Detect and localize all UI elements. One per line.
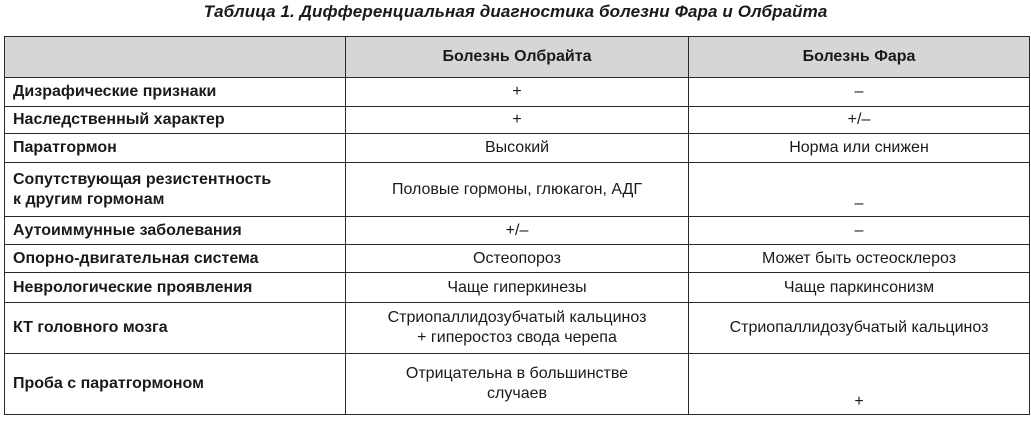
feature-cell: Аутоиммунные заболевания [5, 217, 346, 245]
header-albright: Болезнь Олбрайта [346, 37, 689, 78]
albright-cell [346, 303, 689, 354]
albright-cell [346, 354, 689, 415]
albright-line: случаев [487, 385, 547, 402]
table-row [5, 354, 1030, 415]
header-fahr: Болезнь Фара [689, 37, 1030, 78]
fahr-cell: – [689, 163, 1030, 217]
feature-cell: Неврологические проявления [5, 273, 346, 303]
fahr-cell: – [689, 78, 1030, 107]
fahr-cell: Стриопаллидозубчатый кальциноз [689, 303, 1030, 354]
table-row [5, 134, 1030, 163]
table-row [5, 163, 1030, 217]
table-header-row [5, 37, 1030, 78]
fahr-cell: +/– [689, 107, 1030, 134]
albright-cell: + [346, 78, 689, 107]
albright-cell: Высокий [346, 134, 689, 163]
fahr-cell: + [689, 354, 1030, 415]
table-row [5, 107, 1030, 134]
diagnosis-table [4, 36, 1030, 415]
albright-line: Отрицательна в большинстве [405, 365, 629, 382]
feature-cell [5, 163, 346, 217]
table-row [5, 217, 1030, 245]
table-row [5, 245, 1030, 273]
feature-cell: Паратгормон [5, 134, 346, 163]
feature-line: к другим гормонам [13, 190, 165, 208]
feature-cell: Проба с паратгормоном [5, 354, 346, 415]
header-blank-cell [5, 37, 346, 78]
table-caption: Таблица 1. Дифференциальная диагностика болезни Фара и Олбрайта [203, 2, 828, 21]
albright-cell: Чаще гиперкинезы [346, 273, 689, 303]
table-row [5, 273, 1030, 303]
albright-cell: +/– [346, 217, 689, 245]
table-row [5, 303, 1030, 354]
feature-line: Сопутствующая резистентность [13, 170, 272, 188]
albright-cell: + [346, 107, 689, 134]
albright-cell: Половые гормоны, глюкагон, АДГ [346, 163, 689, 217]
fahr-cell: – [689, 217, 1030, 245]
albright-line: Стриопаллидозубчатый кальциноз [387, 309, 647, 326]
feature-cell: Опорно-двигательная система [5, 245, 346, 273]
fahr-cell: Норма или снижен [689, 134, 1030, 163]
albright-line: + гиперостоз свода черепа [417, 329, 617, 346]
fahr-cell: Может быть остеосклероз [689, 245, 1030, 273]
fahr-cell: Чаще паркинсонизм [689, 273, 1030, 303]
feature-cell: Дизрафические признаки [5, 78, 346, 107]
albright-cell: Остеопороз [346, 245, 689, 273]
feature-cell: КТ головного мозга [5, 303, 346, 354]
feature-cell: Наследственный характер [5, 107, 346, 134]
table-row [5, 78, 1030, 107]
